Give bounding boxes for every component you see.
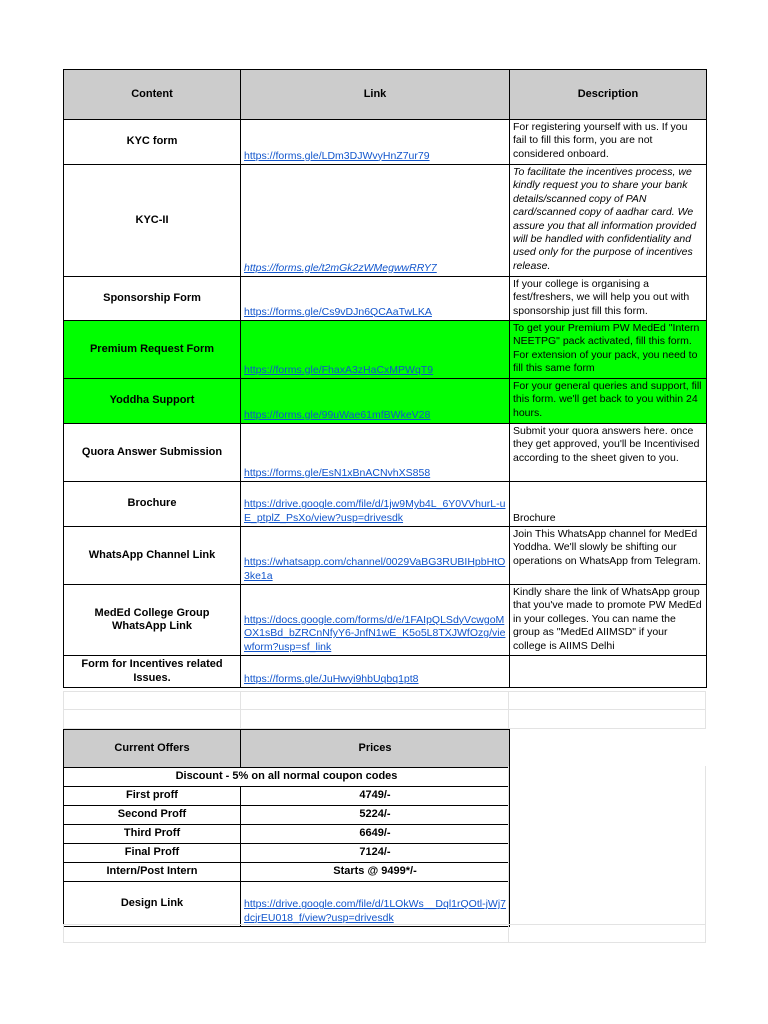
- row-link[interactable]: https://forms.gle/JuHwyi9hbUqbq1pt8: [244, 672, 419, 685]
- row-description: Kindly share the link of WhatsApp group that you've made to promote PW MedEd in your colleges. You can name the group as "MedEd AIIMSD" if your college is AIIMS Delhi: [510, 585, 707, 656]
- empty-grid-cell: [63, 691, 241, 710]
- offers-table: [63, 729, 510, 927]
- header-row: [64, 70, 707, 120]
- offer-name: Intern/Post Intern: [64, 863, 241, 882]
- discount-row: [64, 768, 510, 787]
- row-content: Sponsorship Form: [64, 277, 241, 321]
- offer-row: [64, 844, 510, 863]
- header-content: Content: [64, 70, 241, 120]
- offer-name: Third Proff: [64, 825, 241, 844]
- row-content: Premium Request Form: [64, 321, 241, 379]
- header-link: Link: [241, 70, 510, 120]
- row-description: For your general queries and support, fill this form. we'll get back to you within 24 hours.: [510, 379, 707, 424]
- row-link[interactable]: https://forms.gle/99uWae61mfBWkeV28: [244, 408, 431, 421]
- offer-name: Final Proff: [64, 844, 241, 863]
- row-content: Brochure: [64, 482, 241, 527]
- row-link[interactable]: https://forms.gle/EsN1xBnACNvhXS858: [244, 466, 431, 479]
- empty-grid-cell: [63, 924, 706, 943]
- table-row: [64, 585, 707, 656]
- row-description: Brochure: [510, 482, 707, 527]
- table-row: [64, 656, 707, 688]
- empty-grid-cell: [240, 709, 509, 729]
- table-row: [64, 424, 707, 482]
- row-content: KYC form: [64, 120, 241, 165]
- row-description: To get your Premium PW MedEd "Intern NEETPG" pack activated, fill this form. For extension of your pack, you need to fill this same form: [510, 321, 707, 379]
- empty-grid-cell: [508, 691, 706, 710]
- discount-text: Discount - 5% on all normal coupon codes: [64, 768, 510, 787]
- table-row: [64, 527, 707, 585]
- row-description: If your college is organising a fest/freshers, we will help you out with sponsorship just fill this form.: [510, 277, 707, 321]
- empty-grid-cell: [240, 691, 509, 710]
- row-content: KYC-II: [64, 165, 241, 277]
- design-link[interactable]: https://drive.google.com/file/d/1LOkWs__Dql1rQOtl-jWj7dcjrEU018_f/view?usp=drivesdk: [244, 898, 507, 924]
- row-content: Form for Incentives related Issues.: [64, 656, 241, 688]
- row-description: For registering yourself with us. If you fail to fill this form, you are not considered onboard.: [510, 120, 707, 165]
- offer-price: Starts @ 9499*/-: [241, 863, 510, 882]
- header-prices: Prices: [241, 730, 510, 768]
- header-current-offers: Current Offers: [64, 730, 241, 768]
- header-description: Description: [510, 70, 707, 120]
- table-row: [64, 165, 707, 277]
- row-content: Quora Answer Submission: [64, 424, 241, 482]
- empty-grid-cell: [508, 709, 706, 729]
- row-link[interactable]: https://drive.google.com/file/d/1jw9Myb4L_6Y0VVhurL-uE_ptplZ_PsXo/view?usp=drivesdk: [244, 498, 506, 524]
- design-row: [64, 882, 510, 927]
- empty-grid-cell: [508, 766, 706, 942]
- empty-grid-cell: [63, 709, 241, 729]
- table-row: [64, 482, 707, 527]
- row-link[interactable]: https://whatsapp.com/channel/0029VaBG3RUBIHpbHtO3ke1a: [244, 556, 506, 582]
- resources-table: [63, 69, 707, 688]
- offer-price: 6649/-: [241, 825, 510, 844]
- row-content: MedEd College Group WhatsApp Link: [64, 585, 241, 656]
- offer-price: 5224/-: [241, 806, 510, 825]
- offer-row: [64, 787, 510, 806]
- row-description: To facilitate the incentives process, we kindly request you to share your bank details/scanned copy of PAN card/scanned copy of aadhar card. We assure you that all information provided will be handled with confidentiality and used only for the purpose of incentives release.: [510, 165, 707, 277]
- row-content: Yoddha Support: [64, 379, 241, 424]
- offer-row: [64, 863, 510, 882]
- row-description: Join This WhatsApp channel for MedEd Yoddha. We'll slowly be shifting our operations on WhatsApp from Telegram.: [510, 527, 707, 585]
- row-link[interactable]: https://forms.gle/FhaxA3zHaCxMPWqT9: [244, 363, 434, 376]
- offer-row: [64, 825, 510, 844]
- design-label: Design Link: [64, 882, 241, 927]
- row-description: [510, 656, 707, 688]
- offer-price: 4749/-: [241, 787, 510, 806]
- row-link[interactable]: https://forms.gle/Cs9vDJn6QCAaTwLKA: [244, 305, 432, 318]
- table-row-highlighted: [64, 321, 707, 379]
- offer-price: 7124/-: [241, 844, 510, 863]
- offers-header-row: [64, 730, 510, 768]
- table-row-highlighted: [64, 379, 707, 424]
- row-description: Submit your quora answers here. once they get approved, you'll be Incentivised according to the sheet given to you.: [510, 424, 707, 482]
- row-content: WhatsApp Channel Link: [64, 527, 241, 585]
- row-link[interactable]: https://docs.google.com/forms/d/e/1FAIpQLSdyVcwgoMOX1sBd_bZRCnNfyY6-JnfN1wE_K5o5L8TXJWfOzg/viewform?usp=sf_link: [244, 613, 506, 653]
- table-row: [64, 277, 707, 321]
- offer-name: First proff: [64, 787, 241, 806]
- row-link[interactable]: https://forms.gle/LDm3DJWvyHnZ7ur79: [244, 149, 430, 162]
- table-row: [64, 120, 707, 165]
- offer-row: [64, 806, 510, 825]
- offer-name: Second Proff: [64, 806, 241, 825]
- row-link[interactable]: https://forms.gle/t2mGk2zWMegwwRRY7: [244, 261, 437, 274]
